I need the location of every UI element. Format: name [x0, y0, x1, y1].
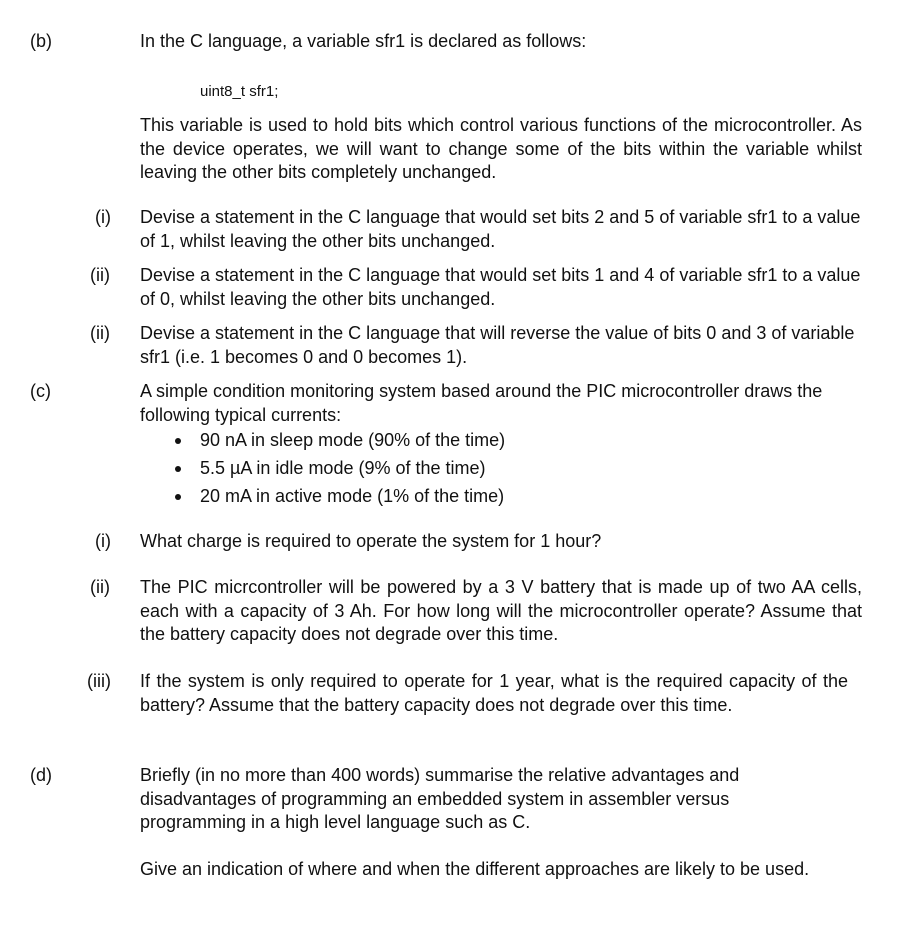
exam-question-page: (b) In the C language, a variable sfr1 is declared as follows: uint8_t sfr1; This variable is used to hold bits which control various functions of the microcontroller. As the device operates, we will want to change some of the bits within the variable whilst leaving the other bits completely unchanged. (i) Devise a statement in the C language that would set bits 2 and 5 of variable sfr1 to a value of 1, whilst leaving the other bits unchanged. (ii) Devise a statement in the C language that would set bits 1 and 4 of variable sfr1 to a value of 0, whilst leaving the other bits unchanged. (ii) Devise a statement in the C language that will reverse the value of bits 0 and 3 of variable sfr1 (i.e. 1 becomes 0 and 0 becomes 1). (c) A simple condition monitoring system based around the PIC microcontroller draws the following typical currents: 90 nA in sleep mode (90% of the time) 5.5 µA in idle mode (9% of the time) 20 mA in active mode (1% of the time) (i) What charge is required to operate the system for 1 hour? (ii) The PIC micrcontroller will be powered by a 3 V battery that is made up of two AA cells, each with a capacity of 3 Ah. For how long will the microcontroller operate? Assume that the battery capacity does not degrade over this time. (iii) If the system is only required to operate for 1 year, what is the required capacity of the battery? Assume that the battery capacity does not degrade over this time. (d) Briefly (in no more than 400 words) summarise the relative advantages and disadvantages of programming an embedded system in assembler versus programming in a high level language such as C. Give an indication of where and when the different approaches are likely to be used. [0, 0, 914, 950]
part-c-iii-text: If the system is only required to operate for 1 year, what is the required capacity of the battery? Assume that the battery capacity does not degrade over this time. [140, 671, 848, 715]
part-b-i-label: (i) [95, 207, 111, 227]
question-b-label: (b) [30, 31, 52, 51]
question-d-label: (d) [30, 765, 52, 785]
part-c-i-label: (i) [95, 531, 111, 551]
part-c-iii-label: (iii) [87, 671, 111, 691]
part-b-ii-text: Devise a statement in the C language that would set bits 1 and 4 of variable sfr1 to a value of 0, whilst leaving the other bits unchanged. [140, 265, 861, 309]
part-b-i-text: Devise a statement in the C language that would set bits 2 and 5 of variable sfr1 to a value of 1, whilst leaving the other bits unchanged. [140, 207, 861, 251]
bullet-icon [175, 466, 181, 472]
part-c-ii-text: The PIC micrcontroller will be powered by a 3 V battery that is made up of two AA cells, each with a capacity of 3 Ah. For how long will the microcontroller operate? Assume that the battery capacity does not degrade over this time. [140, 577, 862, 644]
question-c-label: (c) [30, 381, 51, 401]
question-c-intro: A simple condition monitoring system based around the PIC microcontroller draws the following typical currents: [140, 381, 823, 425]
part-c-i-text: What charge is required to operate the system for 1 hour? [140, 531, 602, 551]
bullet-icon [175, 438, 181, 444]
question-b-intro: In the C language, a variable sfr1 is declared as follows: [140, 31, 587, 51]
question-d-paragraph-2: Give an indication of where and when the different approaches are likely to be used. [140, 859, 810, 879]
code-declaration: uint8_t sfr1; [200, 83, 279, 100]
question-d-paragraph-1: Briefly (in no more than 400 words) summarise the relative advantages and disadvantages of programming an embedded system in assembler versus programming in a high level language such as C. [140, 765, 740, 832]
part-b-iii-text: Devise a statement in the C language that will reverse the value of bits 0 and 3 of variable sfr1 (i.e. 1 becomes 0 and 0 becomes 1). [140, 323, 855, 367]
question-b-paragraph: This variable is used to hold bits which control various functions of the microcontroller. As the device operates, we will want to change some of the bits within the variable whilst leaving the other bits completely unchanged. [140, 115, 862, 182]
bullet-icon [175, 494, 181, 500]
part-b-iii-label: (ii) [90, 323, 110, 343]
part-c-ii-label: (ii) [90, 577, 110, 597]
part-b-ii-label: (ii) [90, 265, 110, 285]
